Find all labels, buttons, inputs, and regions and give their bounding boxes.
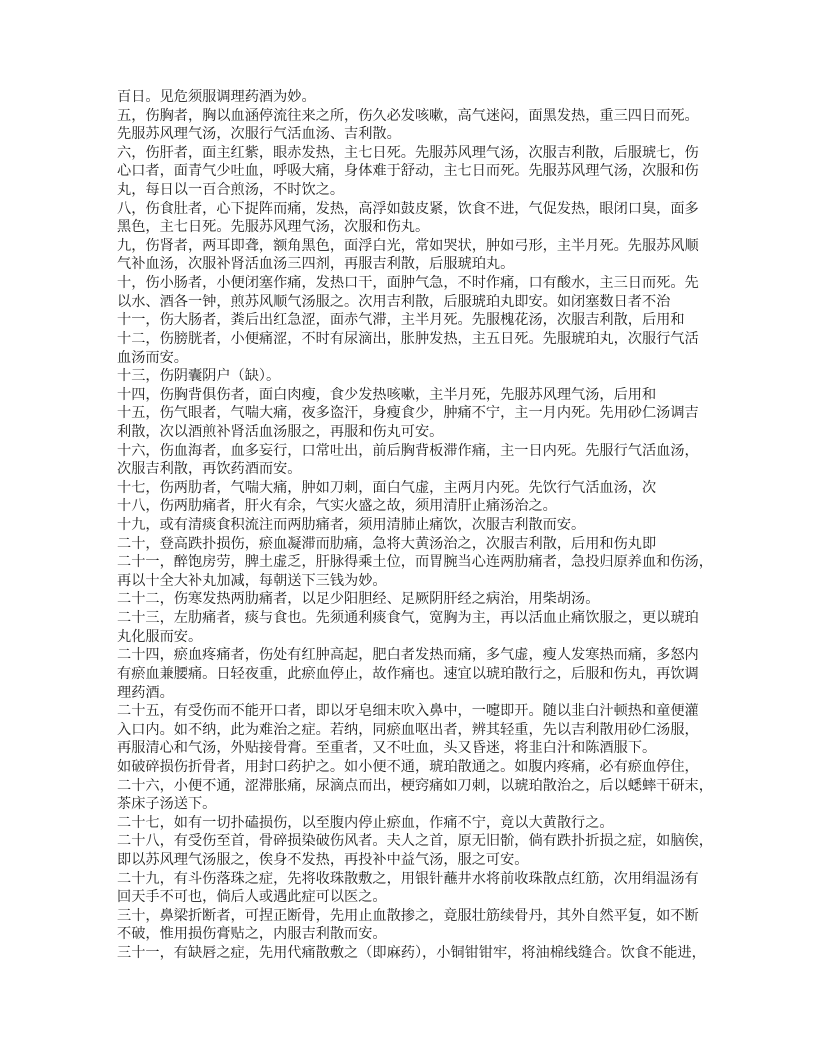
- text-line: 丸，每日以一百合煎汤，不时饮之。: [117, 182, 345, 199]
- text-line: 十二，伤膀胱者，小便痛涩，不时有尿滴出，胀肿发热，主五日死。先服琥珀丸，次服行气活: [117, 330, 699, 347]
- text-line: 先服苏风理气汤，次服行气活血汤、吉利散。: [117, 126, 401, 143]
- text-line: 心口者，面青气少吐血，呼吸大痛，身体难于舒动，主七日而死。先服苏风理气汤，次服和伤: [117, 163, 699, 180]
- text-line: 二十五，有受伤而不能开口者，即以牙皂细末吹入鼻中，一嚏即开。随以韭白汁顿热和童便灌: [117, 703, 699, 720]
- text-line: 十，伤小肠者，小便闭塞作痛，发热口干，面肿气急，不时作痛，口有酸水，主三日而死。先: [117, 275, 699, 292]
- text-line: 入口内。如不纳，此为难治之症。若纳，同瘀血呕出者，辨其轻重，先以吉利散用砂仁汤服，: [117, 721, 699, 738]
- text-line: 十六，伤血海者，血多妄行，口常吐出，前后胸背板滞作痛，主一日内死。先服行气活血汤，: [117, 442, 699, 459]
- text-line: 百日。见危须服调理药酒为妙。: [117, 89, 316, 105]
- text-line: 三十，鼻梁折断者，可捏正断骨，先用止血散掺之，竟服壮筋续骨丹，其外自然平复，如不断: [117, 907, 699, 924]
- text-line: 以水、酒各一钟，煎苏风顺气汤服之。次用吉利散，后服琥珀丸即安。如闭塞数日者不治: [117, 293, 671, 310]
- text-line: 茶床子汤送下。: [117, 796, 217, 813]
- text-line: 黑色，主七日死。先服苏风理气汤，次服和伤丸。: [117, 219, 430, 236]
- text-line: 五，伤胸者，胸以血涵停流往来之所，伤久必发咳嗽，高气迷闷，面黑发热，重三四日而死。: [117, 107, 699, 124]
- text-line: 十三，伤阴囊阴户（缺）。: [117, 368, 281, 385]
- text-line: 二十，登高跌扑损伤，瘀血凝滞而肋痛，急将大黄汤治之，次服吉利散，后用和伤丸即: [117, 535, 657, 552]
- text-line: 二十三，左肋痛者，痰与食也。先须通利痰食气，宽胸为主，再以活血止痛饮服之，更以琥珀: [117, 610, 699, 627]
- text-line: 六，伤肝者，面主红紫，眼赤发热，主七日死。先服苏风理气汤，次服吉利散，后服琥七，伤: [117, 144, 699, 161]
- text-line: 二十八，有受伤至首，骨碎损染破伤风者。夫人之首，原无旧骱，倘有跌扑折损之症，如脑俟，: [117, 833, 713, 850]
- text-line: 气补血汤，次服补肾活血汤三四剂，再服吉利散，后服琥珀丸。: [117, 256, 515, 273]
- text-line: 理药酒。: [117, 684, 174, 701]
- text-line: 三十一，有缺唇之症，先用代痛散敷之（即麻药），小铜钳钳牢，将油棉线缝合。饮食不能进，: [117, 945, 706, 962]
- text-line: 八，伤食肚者，心下捉阵而痛，发热，高浮如鼓皮紧，饮食不进，气促发热，眼闭口臭，面多: [117, 200, 699, 217]
- text-line: 二十七，如有一切扑磕损伤，以至腹内停止瘀血，作痛不宁，竟以大黄散行之。: [117, 814, 614, 831]
- text-line: 十四，伤胸背俱伤者，面白肉瘦，食少发热咳嗽，主半月死，先服苏风理气汤，后用和: [117, 386, 657, 403]
- text-line: 十一，伤大肠者，粪后出红急涩，面赤气滞，主半月死。先服槐花汤，次服吉利散，后用和: [117, 312, 685, 329]
- text-line: 再以十全大补丸加减，每朝送下三钱为妙。: [117, 572, 387, 589]
- text-block: [117, 88, 713, 963]
- text-line: 十八，伤两肋痛者，肝火有余，气实火盛之故，须用清肝止痛汤治之。: [117, 498, 557, 515]
- text-line: 不破，惟用损伤膏贴之，内服吉利散而安。: [117, 926, 387, 943]
- text-line: 十九，或有清痰食积流注而两肋痛者，须用清肺止痛饮，次服吉利散而安。: [117, 517, 586, 534]
- text-line: 二十六，小便不通，涩滞胀痛，尿滴点而出，梗窍痛如刀刺，以琥珀散治之，后以蟋蟀干研末，: [117, 777, 713, 794]
- text-line: 丸化服而安。: [117, 628, 203, 645]
- text-line: 利散，次以酒煎补肾活血汤服之，再服和伤丸可安。: [117, 423, 444, 440]
- text-line: 十七，伤两肋者，气喘大痛，肿如刀刺，面白气虚，主两月内死。先饮行气活血汤，次: [117, 479, 657, 496]
- text-line: 有瘀血兼腰痛。日轻夜重，此瘀血停止，故作痛也。速宜以琥珀散行之，后服和伤丸，再饮调: [117, 665, 699, 682]
- text-line: 再服清心和气汤，外贴接骨膏。至重者，又不吐血，头又昏迷，将韭白汁和陈酒服下。: [117, 740, 657, 757]
- text-line: 回天手不可也，倘后人或遇此症可以医之。: [117, 889, 387, 906]
- text-line: 十五，伤气眼者，气喘大痛，夜多盗汗，身瘦食少，肿痛不宁，主一月内死。先用砂仁汤调吉: [117, 405, 699, 422]
- text-line: 二十四，瘀血疼痛者，伤处有红肿高起，肥白者发热而痛，多气虚，瘦人发寒热而痛，多怒内: [117, 647, 699, 664]
- text-line: 二十一，醉饱房劳，脾土虚乏，肝脉得乘土位，而胃腕当心连两肋痛者，急投归原养血和伤汤，: [117, 554, 713, 571]
- text-line: 血汤而安。: [117, 349, 188, 366]
- text-line: 九，伤肾者，两耳即聋，额角黑色，面浮白光，常如哭状，肿如弓形，主半月死。先服苏风顺: [117, 237, 699, 254]
- text-line: 即以苏风理气汤服之，俟身不发热，再投补中益气汤，服之可安。: [117, 851, 529, 868]
- text-line: 二十九，有斗伤落珠之症，先将收珠散敷之，用银针蘸井水将前收珠散点红筋，次用绢温汤有: [117, 870, 699, 887]
- text-line: 如破碎损伤折骨者，用封口药护之。如小便不通，琥珀散通之。如腹内疼痛，必有瘀血停住，: [117, 758, 699, 775]
- text-line: 二十二，伤寒发热两肋痛者，以足少阳胆经、足厥阴肝经之病治，用柴胡汤。: [117, 591, 600, 608]
- text-line: 次服吉利散，再饮药酒而安。: [117, 461, 302, 478]
